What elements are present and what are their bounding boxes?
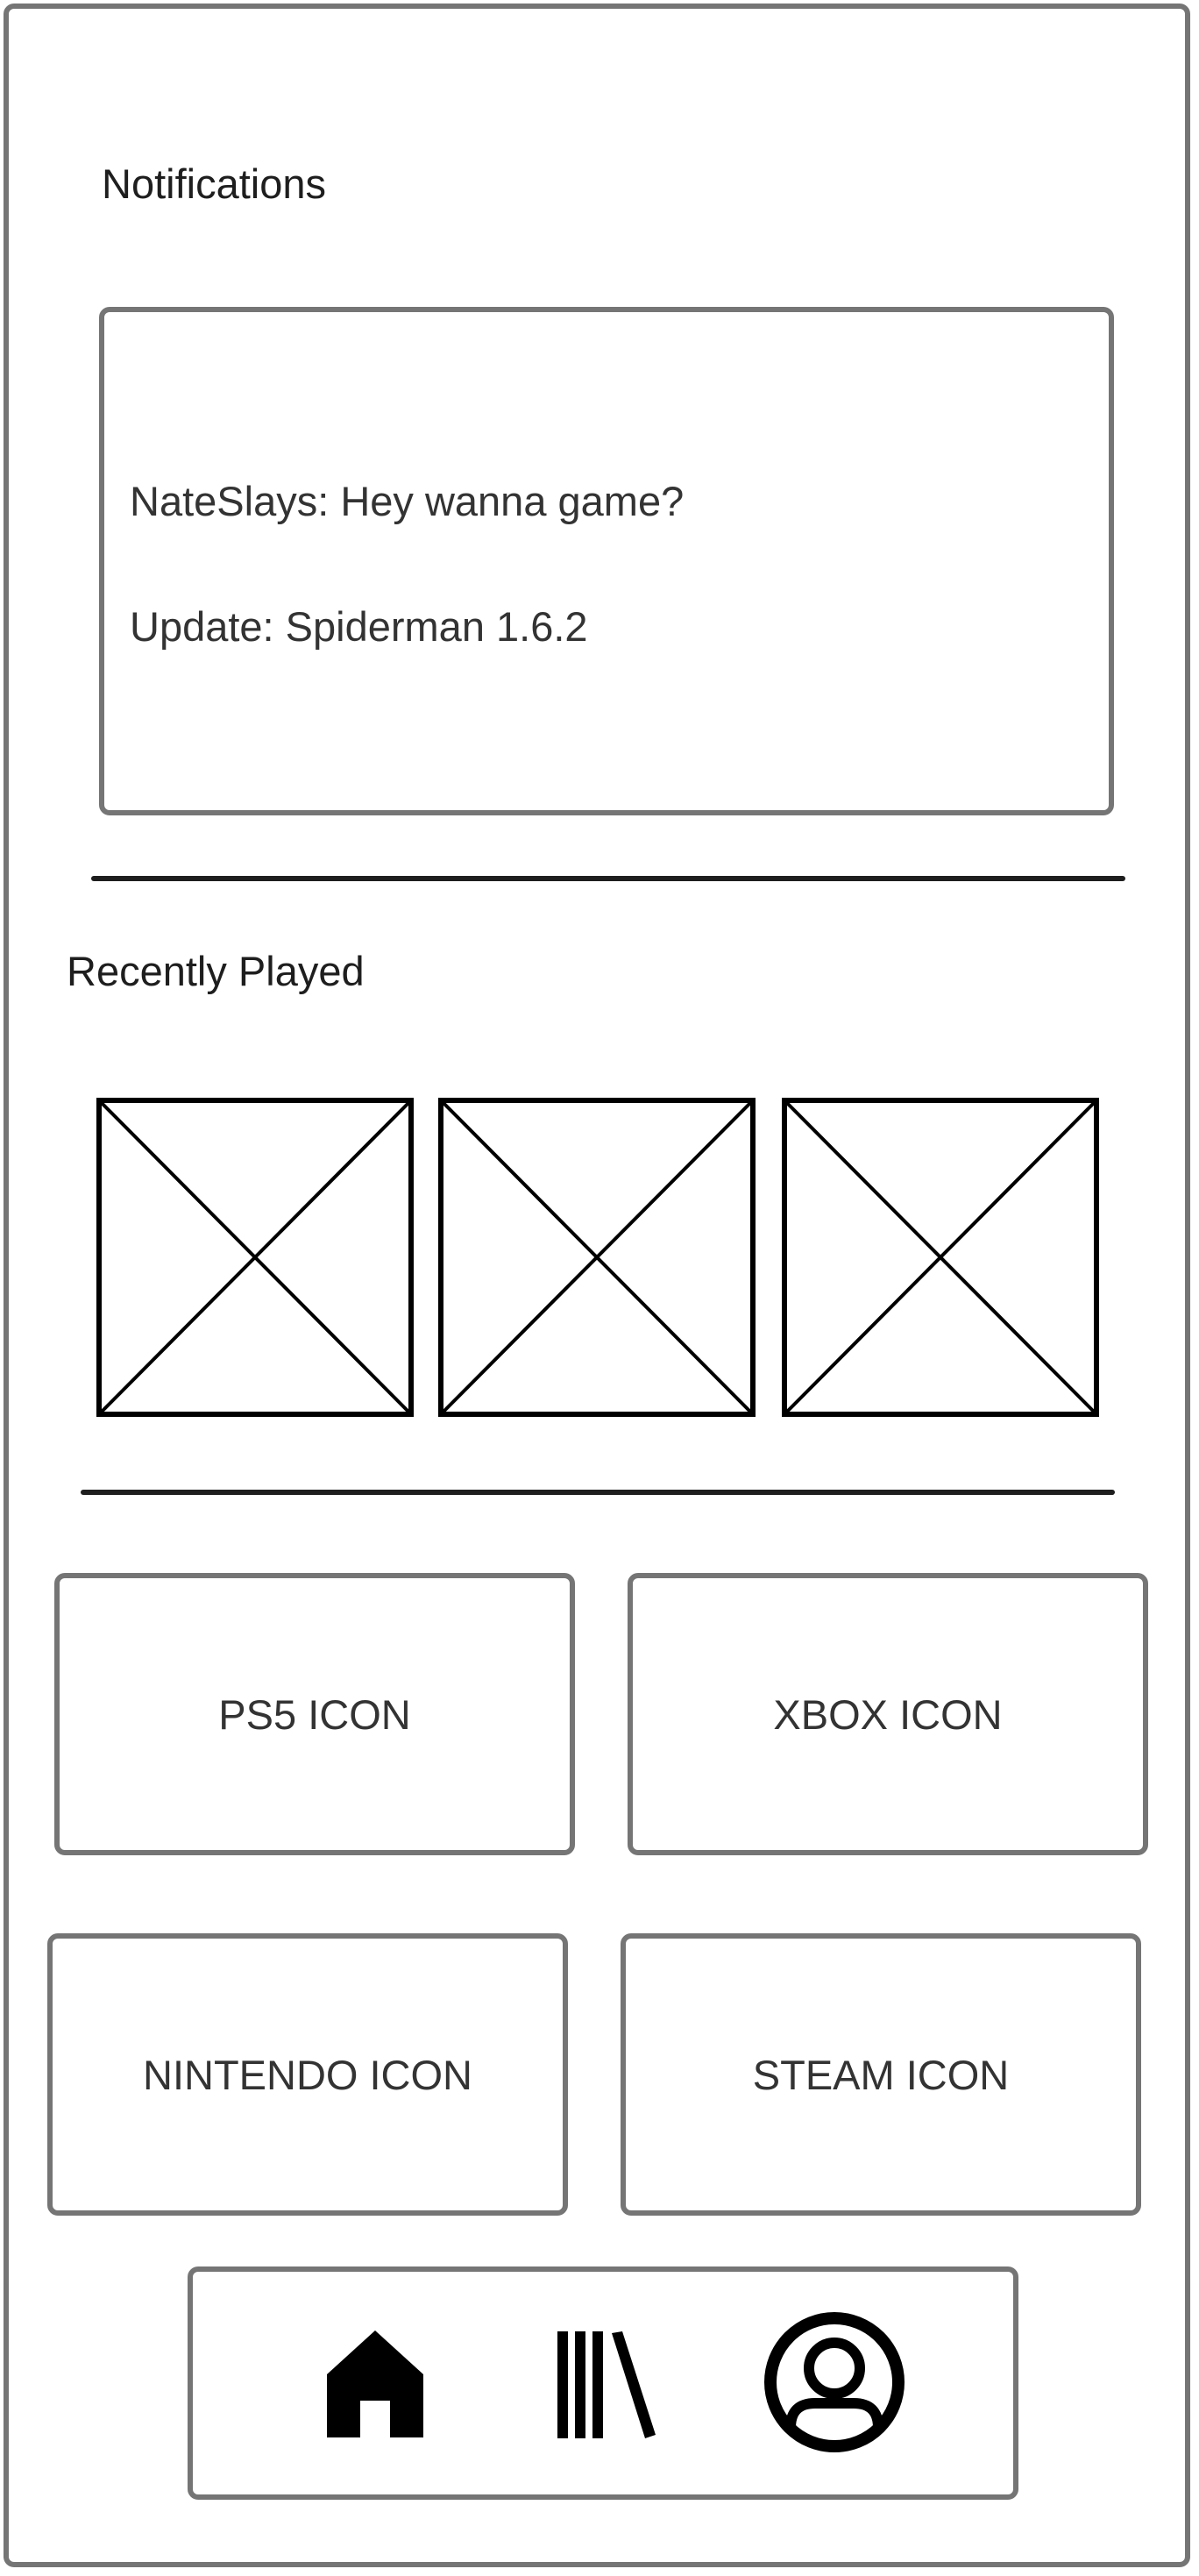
- profile-icon[interactable]: [764, 2312, 905, 2452]
- xbox-button[interactable]: XBOX ICON: [628, 1573, 1148, 1855]
- section-divider: [81, 1490, 1115, 1495]
- nintendo-button[interactable]: NINTENDO ICON: [47, 1933, 568, 2216]
- recent-game-thumbnail[interactable]: [96, 1098, 414, 1417]
- notification-item[interactable]: Update: Spiderman 1.6.2: [130, 603, 588, 650]
- home-icon[interactable]: [327, 2330, 423, 2437]
- section-divider: [91, 876, 1125, 881]
- notification-item[interactable]: NateSlays: Hey wanna game?: [130, 478, 685, 524]
- image-placeholder-icon: [96, 1098, 414, 1417]
- steam-button[interactable]: STEAM ICON: [621, 1933, 1141, 2216]
- ps5-button[interactable]: PS5 ICON: [54, 1573, 575, 1855]
- library-icon[interactable]: [557, 2331, 656, 2438]
- recently-played-title: Recently Played: [67, 948, 365, 994]
- image-placeholder-icon: [782, 1098, 1099, 1417]
- notifications-panel: [99, 307, 1114, 815]
- image-placeholder-icon: [438, 1098, 756, 1417]
- notifications-title: Notifications: [102, 160, 326, 207]
- recent-game-thumbnail[interactable]: [782, 1098, 1099, 1417]
- recent-game-thumbnail[interactable]: [438, 1098, 756, 1417]
